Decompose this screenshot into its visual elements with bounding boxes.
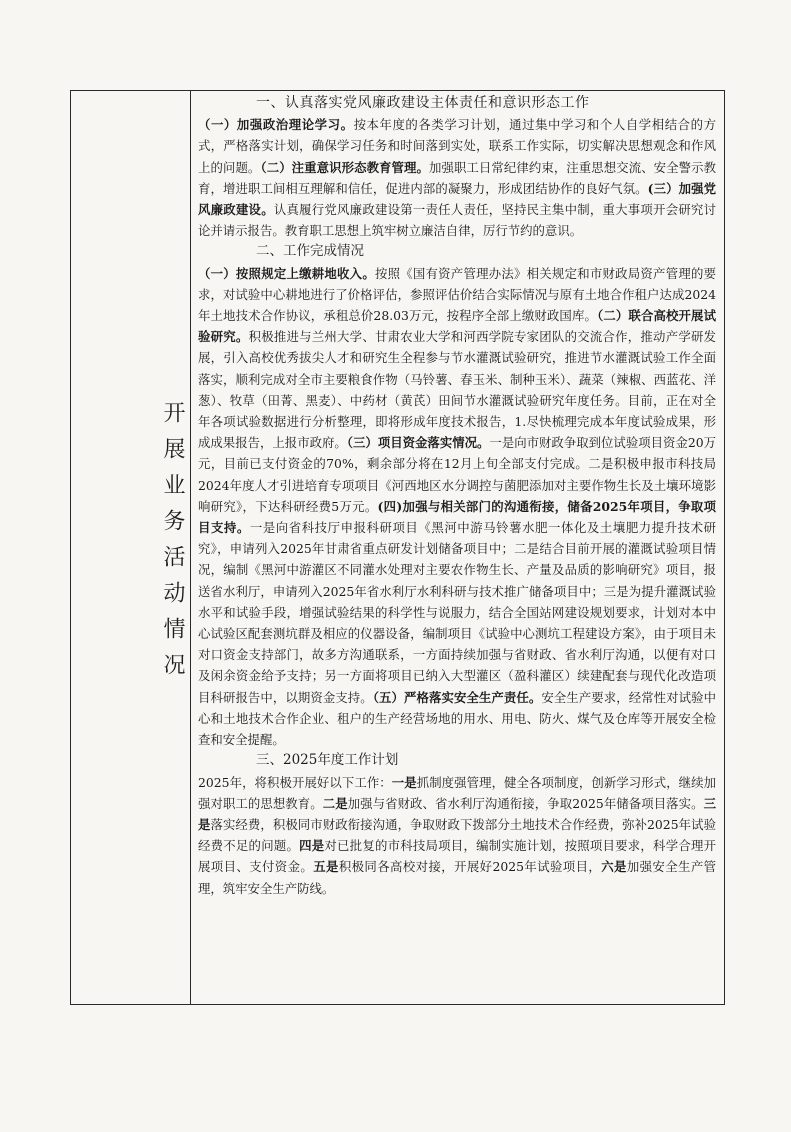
- body-text: 积极同各高校对接，开展好2025年试验项目，: [338, 859, 602, 875]
- bold-lead-text: （二）联合高校开展试验研究。: [198, 308, 716, 345]
- section-paragraph: [198, 114, 716, 241]
- body-text: 按照《国有资产管理办法》相关规定和市财政局资产管理的要求，对试验中心耕地进行了价格评估，参照评估价结合实际情况与原有土地合作租户达成2024年土地技术合作协议，承租总价28.03万元，按程序全部上缴财政国库。: [198, 265, 717, 324]
- body-text: 按本年度的各类学习计划，通过集中学习和个人自学相结合的方式，严格落实计划，确保学习任务和时间落到实处，联系工作实际，切实解决思想观念和作风上的问题。: [198, 117, 717, 175]
- section-paragraph: [198, 772, 716, 899]
- bold-lead-text: 六是: [601, 859, 627, 875]
- body-text: 安全生产要求，经常性对试验中心和土地技术合作企业、租户的生产经营场地的用水、用电、防火、煤气及仓库等开展安全检查和安全提醒。: [198, 689, 716, 748]
- row-label: 开展业务活动情况: [160, 401, 185, 689]
- bold-lead-text: （一）按照规定上缴耕地收入。: [198, 265, 375, 281]
- body-text: 加强职工日常纪律约束，注重思想交流、安全警示教育，增进职工间相互理解和信任，促进内部的凝聚力，形成团结协作的良好气氛。: [198, 159, 716, 196]
- body-text: 一是向省科技厅申报科研项目《黑河中游马铃薯水肥一体化及土壤肥力提升技术研究》，申请列入2025年甘肃省重点研发计划储备项目中；二是结合目前开展的灌溉试验项目情况，编制《黑河中游灌区不同灌水处理对主要农作物生长、产量及品质的影响研究》项目，报送省水利厅，申请列入2025年省水利厅水利科研与技术推广储备项目中；三是为提升灌溉试验水平和试验手段，增强试验结果的科学性与说服力，结合全国站网建设规划要求，计划对本中心试验区配套测坑群及相应的仪器设备，编制项目《试验中心测坑工程建设方案》，由于项目未对口资金支持部门，故多方沟通联系，一方面持续加强与省财政、省水利厅沟通，以便有对口及闲余资金给予支持；另一方面将项目已纳入大型灌区（盈科灌区）续建配套与现代化改造项目科研报告中，以期资金支持。: [198, 520, 717, 705]
- bold-lead-text: 三是: [198, 795, 716, 832]
- body-text: 一是向市财政争取到位试验项目资金20万元，目前已支付资金的70%，剩余部分将在12月上旬全部支付完成。二是积极申报市科技局2024年度人才引进培育专项项目《河西地区水分调控与菌肥添加对主要作物生长及土壤环境影响研究》，下达科研经费5万元。: [198, 435, 716, 514]
- bold-lead-text: （二）注重意识形态教育管理。: [260, 159, 429, 175]
- bold-lead-text: （一）加强政治理论学习。: [198, 117, 354, 133]
- content-cell: [191, 91, 724, 1004]
- body-text: 落实经费，积极同市财政衔接沟通，争取财政下拨部分土地技术合作经费，弥补2025年试验经费不足的问题。: [198, 816, 716, 854]
- bold-lead-text: （五）严格落实安全生产责任。: [372, 689, 542, 705]
- body-text: 2025年，将积极开展好以下工作：: [198, 774, 392, 790]
- row-label-cell: [71, 91, 191, 1004]
- bold-lead-text: (四)加强与相关部门的沟通衔接，储备2025年项目，争取项目支持。: [198, 498, 717, 536]
- report-table: [70, 90, 725, 1005]
- body-text: 积极推进与兰州大学、甘肃农业大学和河西学院专家团队的交流合作，推动产学研发展，引入高校优秀拔尖人才和研究生全程参与节水灌溉试验研究，推进节水灌溉试验工作全面落实，顺利完成对全市主要粮食作物（马铃薯、春玉米、制种玉米）、蔬菜（辣椒、西蓝花、洋葱）、牧草（田菁、黑麦）、中药材（黄芪）田间节水灌溉试验研究年度任务。目前，正在对全年各项试验数据进行分析整理，即将形成年度技术报告，1.尽快梳理完成本年度试验成果，形成成果报告，上报市政府。: [198, 329, 717, 451]
- bold-lead-text: （三）项目资金落实情况。: [346, 435, 490, 451]
- bold-lead-text: 五是: [313, 859, 339, 875]
- body-text: 对已批复的市科技局项目，编制实施计划，按照项目要求，科学合理开展项目、支付资金。: [198, 838, 717, 875]
- bold-lead-text: 四是: [299, 838, 325, 854]
- body-text: 加强安全生产管理，筑牢安全生产防线。: [198, 859, 717, 896]
- bold-lead-text: 二是: [322, 795, 348, 811]
- section-heading: 一、认真落实党风廉政建设主体责任和意识形态工作: [256, 95, 590, 111]
- section-heading: 三、2025年度工作计划: [256, 752, 399, 769]
- section-heading: 二、工作完成情况: [256, 243, 364, 260]
- body-text: 认真履行党风廉政建设第一责任人责任，坚持民主集中制，重大事项开会研究讨论并请示报告。教育职工思想上筑牢树立廉洁自律，厉行节约的意识。: [198, 202, 717, 239]
- bold-lead-text: (三）加强党风廉政建设。: [198, 180, 716, 218]
- bold-lead-text: 一是: [391, 774, 417, 790]
- body-text: 抓制度强管理，健全各项制度，创新学习形式，继续加强对职工的思想教育。: [198, 774, 717, 811]
- body-text: 加强与省财政、省水利厅沟通衔接，争取2025年储备项目落实。: [347, 795, 704, 811]
- section-paragraph: [198, 263, 716, 751]
